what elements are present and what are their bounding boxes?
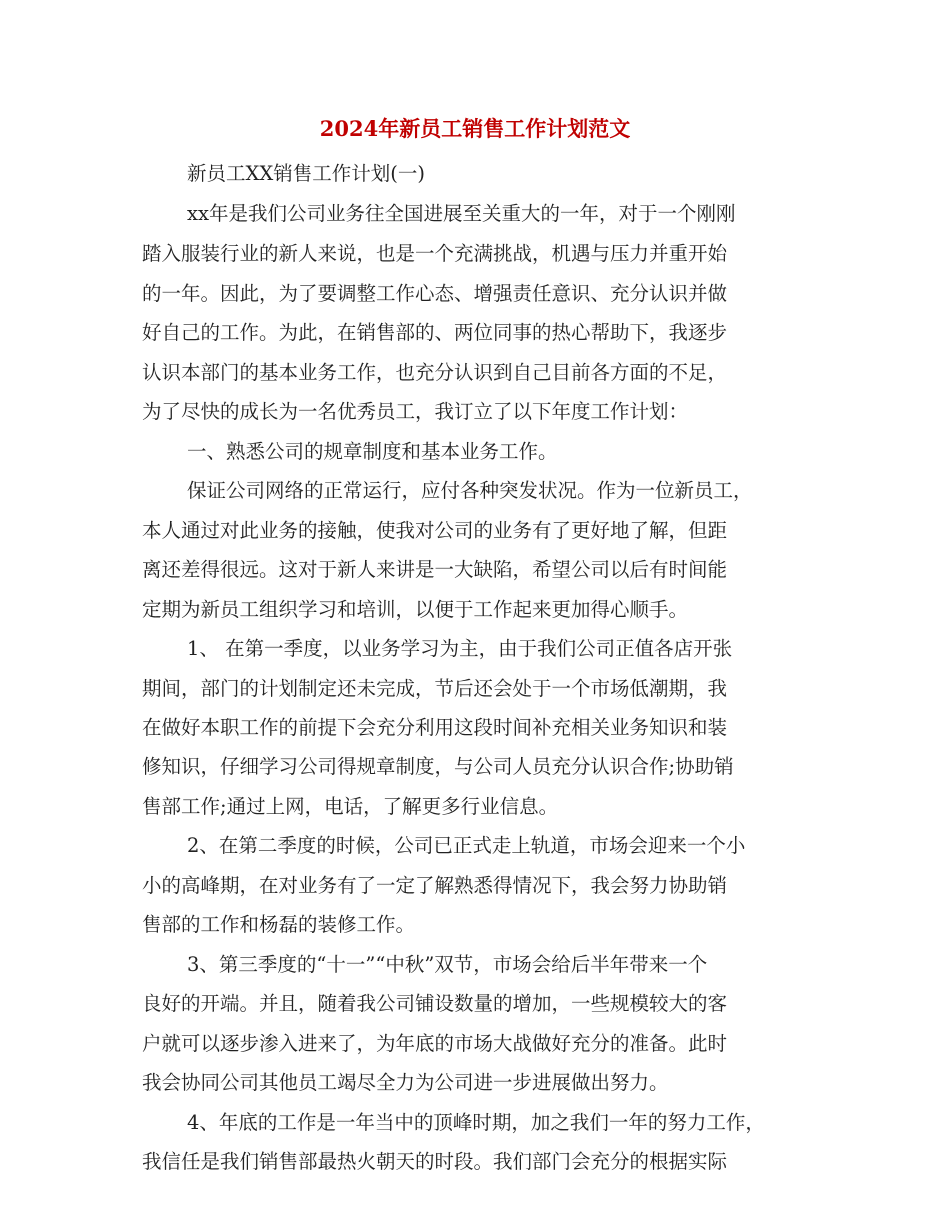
paragraph-line: xx年是我们公司业务往全国进展至关重大的一年，对于一个刚刚: [187, 202, 736, 225]
paragraph-line: 为了尽快的成长为一名优秀员工，我订立了以下年度工作计划：: [142, 400, 689, 423]
paragraph-line: 售部的工作和杨磊的装修工作。: [142, 913, 416, 936]
paragraph-line: 定期为新员工组织学习和培训，以便于工作起来更加得心顺手。: [142, 598, 689, 621]
paragraph-line: 户就可以逐步渗入进来了，为年底的市场大战做好充分的准备。此时: [142, 1032, 728, 1055]
paragraph-line: 在做好本职工作的前提下会充分利用这段时间补充相关业务知识和装: [142, 716, 728, 739]
paragraph-line: 良好的开端。并且，随着我公司铺设数量的增加，一些规模较大的客: [142, 992, 728, 1015]
list-item-line: 3、第三季度的“十一”“中秋”双节，市场会给后半年带来一个: [187, 953, 708, 976]
paragraph-line: 认识本部门的基本业务工作，也充分认识到自己目前各方面的不足，: [142, 361, 728, 384]
paragraph-line: 保证公司网络的正常运行，应付各种突发状况。作为一位新员工，: [187, 479, 753, 502]
paragraph-line: 本人通过对此业务的接触，使我对公司的业务有了更好地了解，但距: [142, 519, 728, 542]
subtitle-line: 新员工XX销售工作计划(一): [187, 162, 425, 185]
paragraph-line: 我会协同公司其他员工竭尽全力为公司进一步进展做出努力。: [142, 1071, 669, 1094]
paragraph-line: 我信任是我们销售部最热火朝天的时段。我们部门会充分的根据实际: [142, 1150, 728, 1173]
list-item-line: 1、 在第一季度，以业务学习为主，由于我们公司正值各店开张: [187, 637, 733, 660]
paragraph-line: 离还差得很远。这对于新人来讲是一大缺陷，希望公司以后有时间能: [142, 558, 728, 581]
paragraph-line: 的一年。因此，为了要调整工作心态、增强责任意识、充分认识并做: [142, 282, 728, 305]
list-item-line: 4、年底的工作是一年当中的顶峰时期，加之我们一年的努力工作，: [187, 1111, 765, 1134]
section-heading: 一、熟悉公司的规章制度和基本业务工作。: [187, 440, 558, 463]
document-title: 2024年新员工销售工作计划范文: [319, 116, 631, 141]
paragraph-line: 期间，部门的计划制定还未完成，节后还会处于一个市场低潮期，我: [142, 677, 728, 700]
paragraph-line: 小的高峰期，在对业务有了一定了解熟悉得情况下，我会努力协助销: [142, 874, 728, 897]
list-item-line: 2、在第二季度的时候，公司已正式走上轨道，市场会迎来一个小: [187, 834, 746, 857]
paragraph-line: 踏入服装行业的新人来说，也是一个充满挑战，机遇与压力并重开始: [142, 242, 728, 265]
paragraph-line: 好自己的工作。为此，在销售部的、两位同事的热心帮助下，我逐步: [142, 321, 728, 344]
paragraph-line: 售部工作;通过上网，电话，了解更多行业信息。: [142, 795, 559, 818]
paragraph-line: 修知识，仔细学习公司得规章制度，与公司人员充分认识合作;协助销: [142, 755, 734, 778]
